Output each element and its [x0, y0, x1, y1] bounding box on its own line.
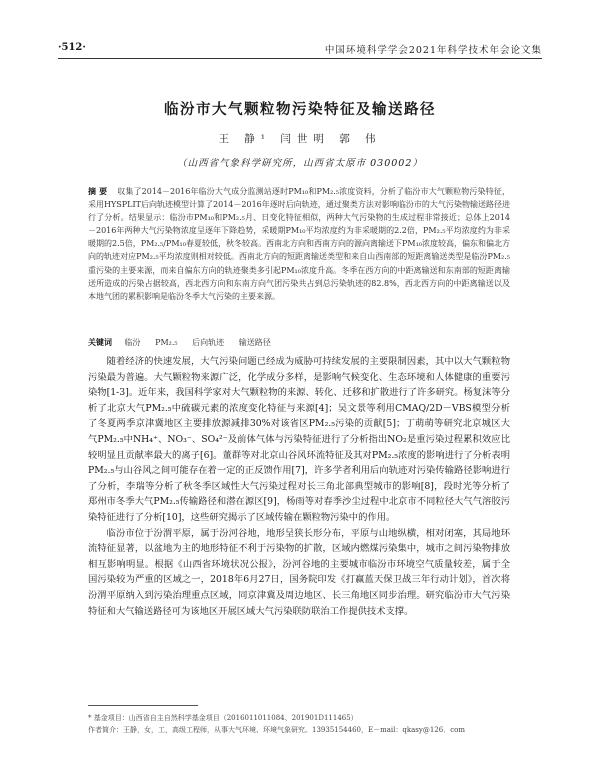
- running-header: [58, 40, 542, 59]
- paper-title: 临汾市大气颗粒物污染特征及输送路径: [164, 102, 436, 118]
- body-text: [88, 354, 510, 619]
- keywords: [88, 336, 510, 349]
- affiliation: （山西省气象科学研究所，山西省太原市 030002）: [177, 158, 423, 169]
- body-paragraph: 随着经济的快速发展，大气污染问题已经成为威胁可持续发展的主要限制因素，其中以大气颗粒物污染最为普遍。大气颗粒物来源广泛，化学成分多样，是影响气候变化、生态环境和人体健康的重要污染物[1-3]。近年来，我国科学家对大气颗粒物的来源、转化、迁移和扩散进行了许多研究。杨复沫等分析了北京大气PM₂.₅中硫碳元素的浓度变化特征与来源[4]；吴文景等利用CMAQ/2D－VBS模型分析了冬夏两季京津冀地区主要排放源减排30%对该省区PM₂.₅污染的贡献[5]；丁萌萌等研究北京城区大气PM₂.₅中NH₄⁺、NO₃⁻、SO₄²⁻及前体气体与污染特征进行了分析指出NO₂是重污染过程累积效应比较明显且贡献率最大的离子[6]。董群等对北京山谷风环流特征及其对PM₂.₅浓度的影响进行了分析表明PM₂.₅与山谷风之间可能存在着一定的正反馈作用[7]，许多学者利用后向轨迹对污染传输路径影响进行了分析，李瑞等分析了秋冬季区域性大气污染过程对长三角北部典型城市的影响[8]，段时光等分析了郑州市冬季大气PM₂.₅传输路径和潜在源区[9]，杨雨等对春季沙尘过程中北京市不同粒径大气气溶胶污染特征进行了分析[10]，这些研究揭示了区域传输在颗粒物污染中的作用。: [88, 356, 510, 523]
- keyword: 临汾: [124, 338, 141, 347]
- keyword: PM₂.₅: [155, 338, 178, 347]
- keyword: 后向轨迹: [192, 338, 225, 347]
- body-paragraph: 临汾市位于汾渭平原，属于汾河谷地，地形呈狭长形分布，平原与山地纵横，相对闭塞，其局地环流特征显著，以盆地为主的地形特征不利于污染物的扩散，区域内燃煤污染集中，城市之间污染物排放相互影响明显。根据《山西省环境状况公报》，汾河谷地的主要城市临汾市环境空气质量较差，属于全国污染较为严重的区域之一，2018年6月27日，国务院印发《打赢蓝天保卫战三年行动计划》，首次将汾渭平原纳入到污染治理重点区域，同京津冀及周边地区、长三角地区同步治理。研究临汾市大气污染特征和大气输送路径可为该地区开展区域大气污染联防联治工作提供技术支撑。: [88, 527, 510, 617]
- keyword: 输送路径: [238, 338, 271, 347]
- page-number: ·512·: [58, 42, 86, 53]
- abstract: [88, 185, 510, 303]
- footnote-funding: * 基金项目：山西省自主自然科学基金项目（2016011011084、201901D111465）: [88, 714, 358, 722]
- abstract-text: 収集了2014－2016年临汾大气成分监测站逐时PM₁₀和PM₂.₅浓度资料，分析了临汾市大气颗粒物污染特征，采用HYSPLIT后向轨迹模型计算了2014－2016年逐时后向轨迹，通过聚类方法对影响临汾市的大气污染物输送路径进行了分析。结果显示：临汾市PM₁₀和PM₂.₅月、日变化特征相似，两种大气污染物的生成过程非常接近；总体上2014－2016年两种大气污染物浓度呈逐年下降趋势，采暖期PM₁₀平均浓度约为非采暖期的2.2倍，PM₂.₅平均浓度约为非采暖期的2.5倍，PM₂.₅/PM₁₀春夏较低，秋冬较高。西南北方向和西南方向的源向离输送下PM₁₀浓度较高，偏东和偏北方向的轨迹对应PM₂.₅平均浓度则相对较低。西南北方向的短距离输送类型和来自山西南部的短距离输送类型是临汾PM₂.₅重污染的主要来源，而来自偏东方向的轨迹聚类多引起PM₁₀浓度升高。冬季在西方向的中距离输送和东南部的短距离输送所造成的污染占据较高，西北西方向和东南方向气团污染共占到总污染轨迹的82.8%，西北西方向的中距离输送以及本地气团的累积影响是临汾冬季大气污染的主要来源。: [88, 187, 510, 301]
- abstract-label: 摘 要: [88, 187, 108, 196]
- keywords-label: 关键词: [88, 338, 112, 347]
- footnotes: [88, 712, 530, 736]
- footnote-divider: [88, 705, 198, 706]
- author-list: 王 静¹ 闫世明 郭 伟: [218, 133, 382, 145]
- footnote-author-info: 作者简介：王静，女，工，高级工程师，从事大气环境、环境气象研究。13935154460，E－mail：qkasy@126．com: [88, 726, 465, 734]
- journal-name: 中国环境科学学会2021年科学技术年会论文集: [324, 45, 542, 56]
